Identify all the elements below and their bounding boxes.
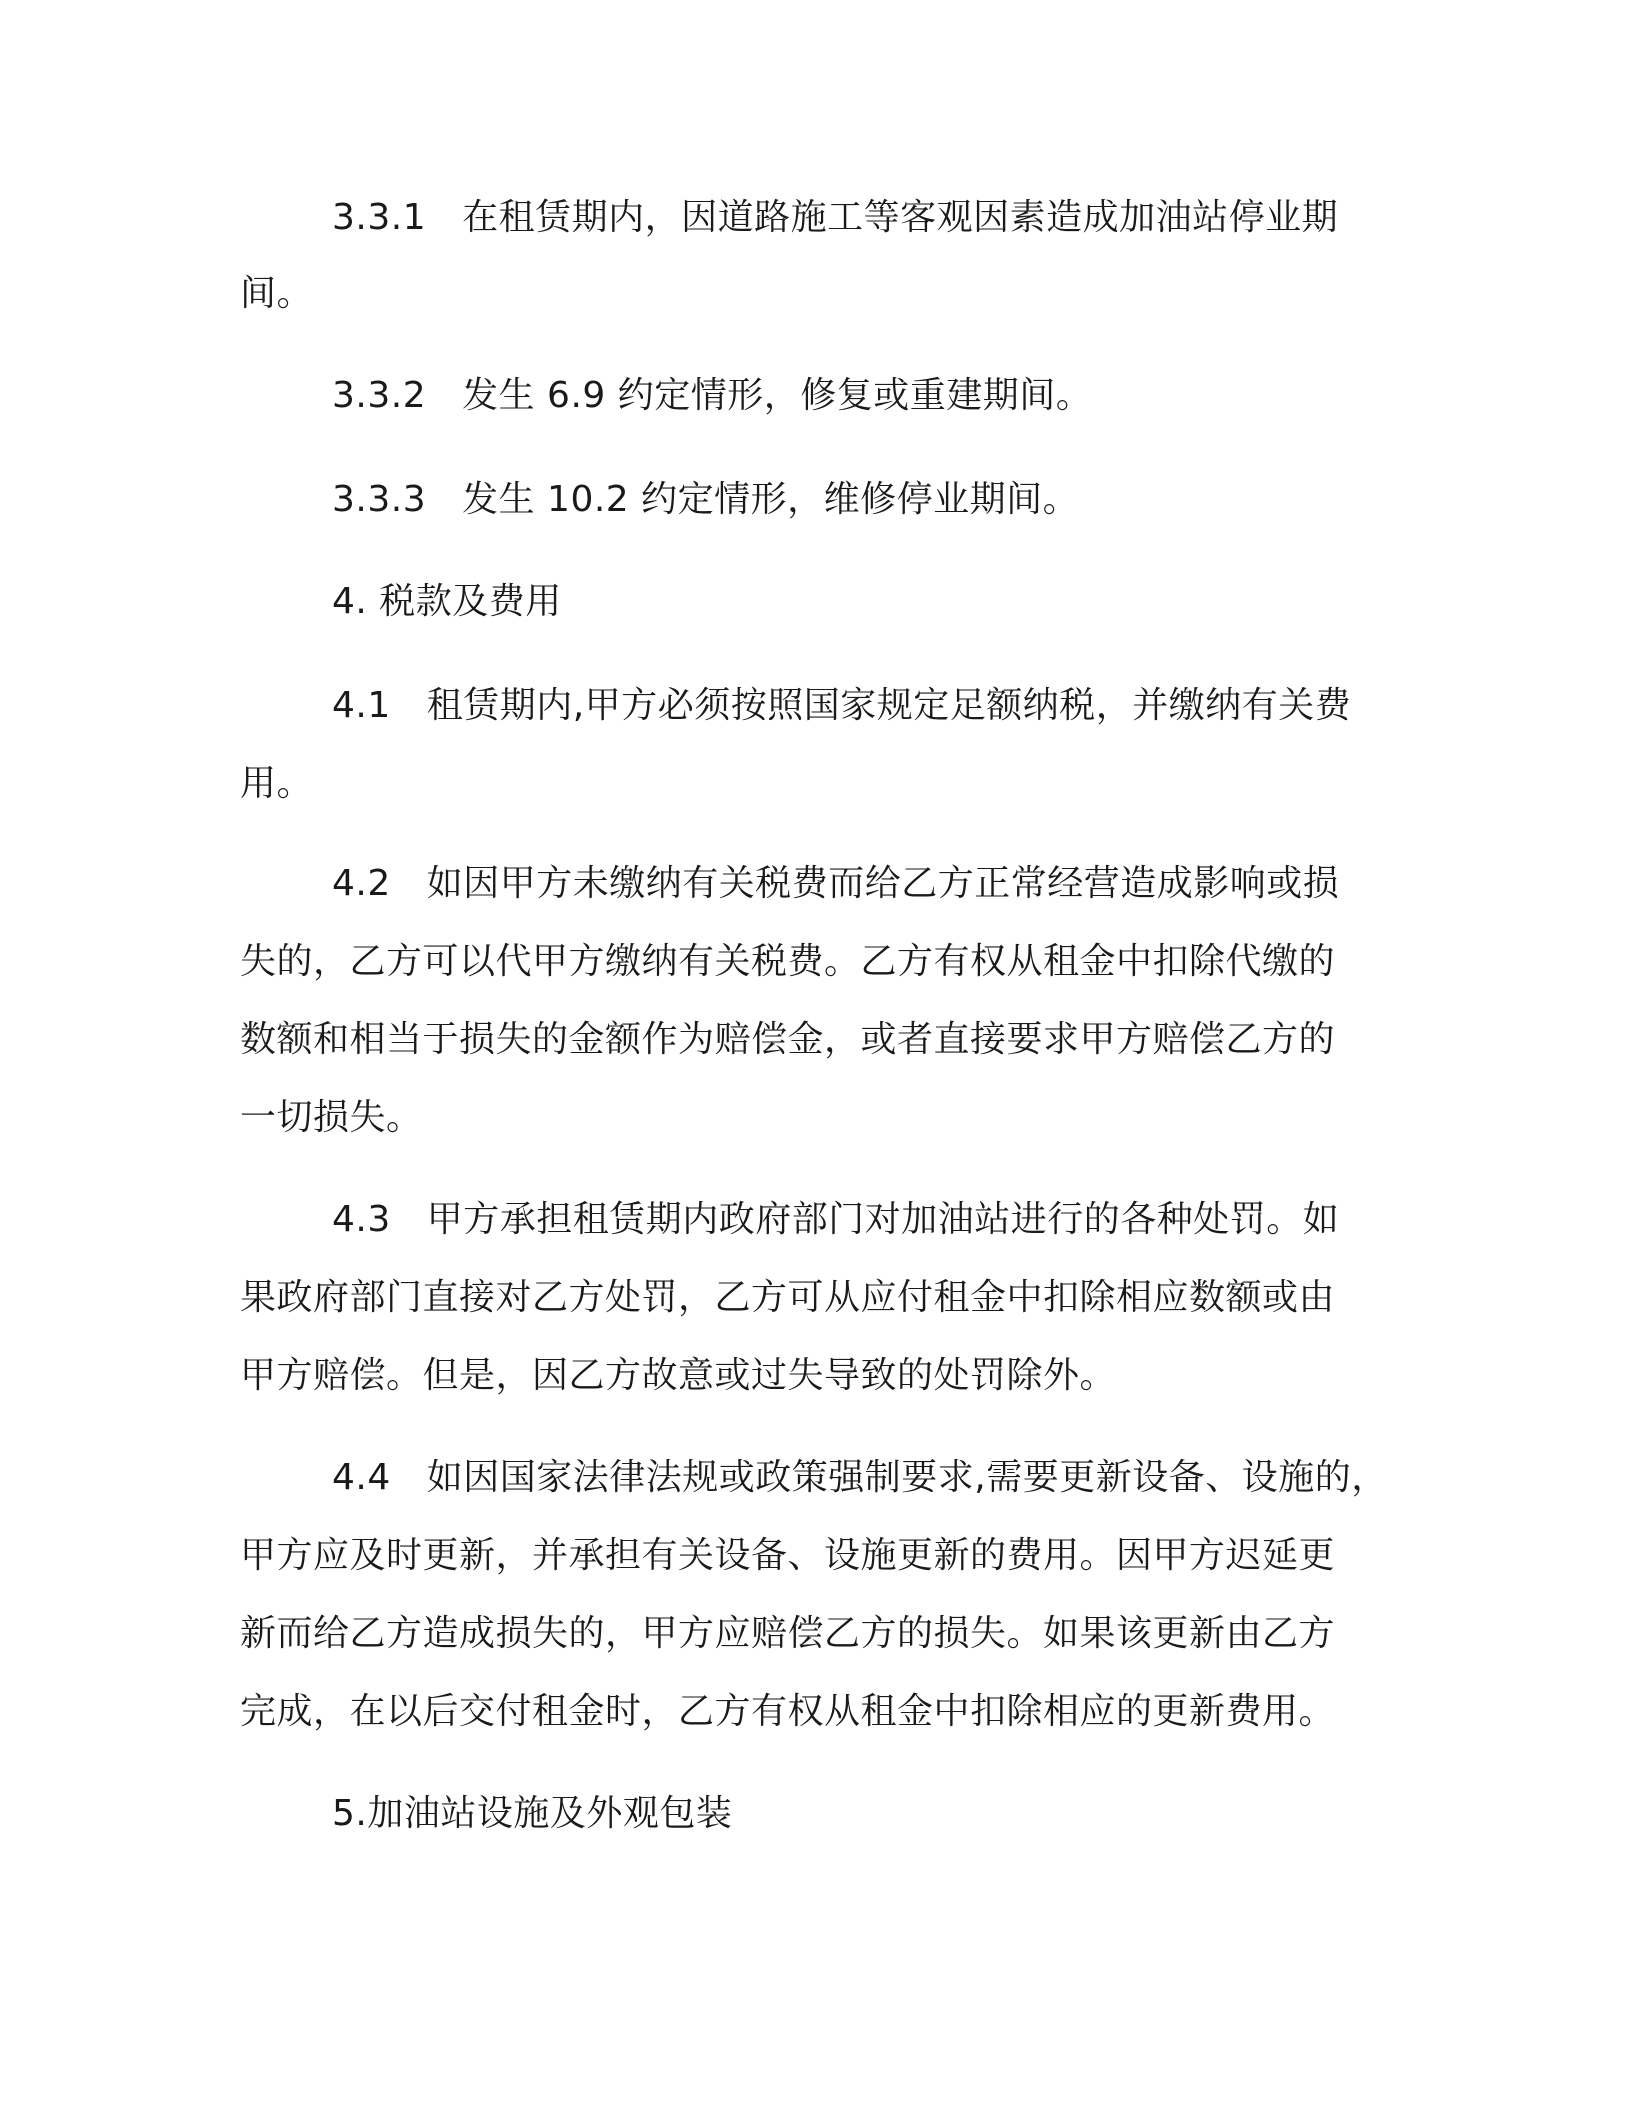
paragraph-text: 如因国家法律法规或政策强制要求,需要更新设备、设施的， <box>426 1457 1388 1498</box>
paragraph-text: 发生 10.2 约定情形，维修停业期间。 <box>462 479 1080 520</box>
paragraph-text: 甲方承担租赁期内政府部门对加油站进行的各种处罚。如 <box>426 1199 1340 1240</box>
paragraph-4-2-line-2: 失的，乙方可以代甲方缴纳有关税费。乙方有权从租金中扣除代缴的 <box>240 941 1336 982</box>
paragraph-4-4-line-1 <box>332 1456 1388 1500</box>
paragraph-4-2-line-4: 一切损失。 <box>240 1097 423 1138</box>
paragraph-4-2-line-1 <box>332 862 1339 906</box>
paragraph-4-1-line-1 <box>332 684 1351 728</box>
paragraph-text: 在租赁期内，因道路施工等客观因素造成加油站停业期 <box>462 197 1339 238</box>
paragraph-text: 租赁期内,甲方必须按照国家规定足额纳税，并缴纳有关费 <box>426 685 1352 726</box>
paragraph-4-4-line-2: 甲方应及时更新，并承担有关设备、设施更新的费用。因甲方迟延更 <box>240 1535 1336 1576</box>
section-heading-5: 5.加油站设施及外观包装 <box>332 1793 733 1834</box>
section-heading-4: 4. 税款及费用 <box>332 581 562 622</box>
paragraph-3-3-3-line-1 <box>332 478 1079 522</box>
paragraph-4-3-line-2: 果政府部门直接对乙方处罚，乙方可从应付租金中扣除相应数额或由 <box>240 1277 1336 1318</box>
paragraph-4-4-line-3: 新而给乙方造成损失的，甲方应赔偿乙方的损失。如果该更新由乙方 <box>240 1613 1336 1654</box>
paragraph-number: 4.4 <box>332 1457 391 1498</box>
paragraph-number: 3.3.1 <box>332 197 427 238</box>
paragraph-number: 4.1 <box>332 685 391 726</box>
paragraph-text: 发生 6.9 约定情形，修复或重建期间。 <box>462 375 1093 416</box>
paragraph-number: 4.3 <box>332 1199 391 1240</box>
paragraph-text: 如因甲方未缴纳有关税费而给乙方正常经营造成影响或损 <box>426 863 1340 904</box>
paragraph-number: 3.3.3 <box>332 479 427 520</box>
paragraph-number: 3.3.2 <box>332 375 427 416</box>
paragraph-4-1-line-2: 用。 <box>240 763 314 804</box>
paragraph-3-3-1-line-2: 间。 <box>240 273 314 314</box>
paragraph-4-2-line-3: 数额和相当于损失的金额作为赔偿金，或者直接要求甲方赔偿乙方的 <box>240 1019 1336 1060</box>
paragraph-4-3-line-1 <box>332 1198 1339 1242</box>
paragraph-4-3-line-3: 甲方赔偿。但是，因乙方故意或过失导致的处罚除外。 <box>240 1355 1117 1396</box>
paragraph-number: 4.2 <box>332 863 391 904</box>
paragraph-3-3-1-line-1 <box>332 196 1338 240</box>
paragraph-4-4-line-4: 完成，在以后交付租金时，乙方有权从租金中扣除相应的更新费用。 <box>240 1691 1336 1732</box>
paragraph-3-3-2-line-1 <box>332 374 1092 418</box>
